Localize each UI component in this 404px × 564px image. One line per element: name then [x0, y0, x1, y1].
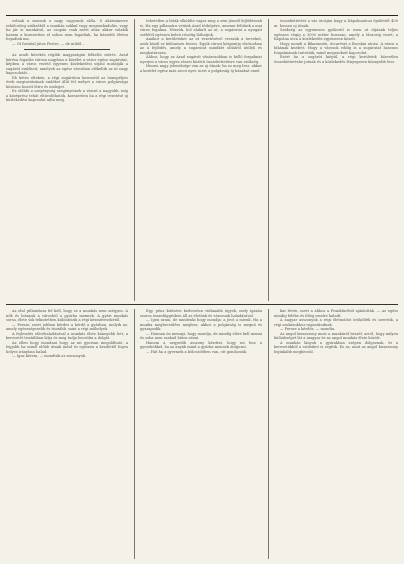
page-header: [6, 4, 398, 16]
column-2-upper: [140, 19, 262, 301]
body-text: — Honnan ön mennyi, hogy mondja, de mindig előre kell menni és soha nem szabad hátra nézni.: [140, 331, 262, 340]
body-text: Hogy mondi a Bikamezőn, útcarészt a Bocskai utcán. A város a bikának kezdett. Hogy a városok eddig is a sugárutat hasznos forgalmának tartották, mind megszokott kapcsolat.: [274, 41, 398, 55]
body-text: — Persze, mert jobban kérdez a kérdő a gyárban, melyik az, amely egészségesebb és tisztább, mint a régi műhelyek.: [6, 322, 128, 331]
body-text: kar lévén, mert a ahhoz a Frankfurtból ajánlották. — az egész mindig felébe és főleg rendre haladt.: [274, 309, 398, 318]
body-text: Eb kétes eltekén, a régi sugárúton keresztül az ünnepélyes évek megtartásának emléket állit fel melyet a város polgársága közösen hozott létre és emleget.: [6, 75, 128, 89]
body-text: — Persze a kérdés, — mondta.: [280, 327, 336, 331]
body-text: — Igaz kérem, — mondták az asszonyok.: [12, 354, 87, 358]
body-text: volnak a mozsok a nagy vagyonok alóla. S akárminerre erkölcsileg szükséből a munkás sokkal vagy megszabadulás, vagy ha jár is munkával, az csupán csak azért ahaz akkor valakik hanem a korszerűen el sohon nem fogadtak, ha készebb életen fogadtak ma.: [6, 19, 128, 41]
body-text: Hiszen nagy jelentősége van az uj útnak; ha ez meg lesz, akkor a kerület egész más arcot nyer, mert a polgárság új házakat emel.: [140, 64, 262, 73]
body-text: Az első pillantásra fel kell, hogy ez a munkás nem szégyen. A nők és leányok a városból a gyárba mennek. A gyári munkás sorsa, élete sok tekintetben különbözik a régi kézművesekétől.: [6, 309, 128, 322]
column-rule: [134, 309, 135, 559]
body-text: A nagyar asszonyok a régi életmódot örökölték és szeretik, a régi szokásokhoz ragaszkodnak.: [274, 318, 398, 327]
column-1-upper: [6, 19, 128, 301]
body-text: Ezért ha a sugárút kiépül, a régi kerületek közvetlen összeköttetésbe jutnak és a közlekedés lényegesen könnyebb lesz.: [274, 55, 398, 64]
column-rule: [268, 19, 269, 301]
body-text: A munkás lányok a gyárakban szépen dolgoznak, és a keresetükből a szüleiket is segítik. Ez az, amit az angol kisasszony leginkább megbecsül.: [274, 340, 398, 354]
body-text: — Igen uram, de mindenki hogy mondja: a jövő a mienk. Ha a munka megbecsülése meglesz, akkor a polgárság is megnő és gyarapodik.: [140, 318, 262, 331]
section-divider: [6, 304, 398, 305]
body-text: Szükség az egyenesen gyökerül is ezen ut útjának teljes egészen végig a 3000 méter hosszan, amely a Marosig vezet; a Kápolna utca a közlekedés egyenesen közeli.: [274, 28, 398, 41]
body-text: Az angol kisasszony most a munkáról beszél, arról, hogy milyen különbséget lát a magyar és az angol munkás élete között.: [274, 331, 398, 340]
body-text: A fejlesztés előrehaladásával a munkás élete könnyebb lett, a keresetét tisztábban látja és meg tudja becsülni a dolgát.: [6, 331, 128, 340]
body-text: Ahhoz, hogy az Arad sugárút vásárosokban is kellő forgalmat nyerjen a város egyes részei közötti összeköttetésre van szükség.: [140, 55, 262, 64]
body-text: Az ellen hogy mondani hogy az mi gyorsan megoldható, a legjobb ha minél előbb útnak indul és egészen a kezdettől fogva helyes irányban halad.: [6, 340, 128, 354]
divider: [24, 49, 110, 50]
body-text: Ez előbbi a szegénység szegényeinek a várost a nagyobb, míg a középrész tehát eltávolíthatók, korszerűen ha a régi vezetésé uj közlekedési kapcsolat adta meg.: [6, 89, 128, 102]
column-rule: [268, 309, 269, 559]
body-text: — Hát ha a gyermek a bölcsödében van, ott gondozzák.: [146, 349, 248, 354]
column-2-lower: [140, 309, 262, 559]
body-text: összeköttetést a vár utcáján hogy a Kápolnautcai épülettől 400 m. hosszu uj útnak.: [274, 19, 398, 28]
body-text: tehetetlen a bírák elküldte vagas meg a sem jönnél fejlődésnek is. Ha egy pillanatra vetünk Arad térképére, amenni feltűnik a mai város fogalma. Nézzük, hol alakult az ut, a sugárutat a nyugati szélétől egészen keleti részéig láthatjuk.: [140, 19, 262, 37]
column-3-lower: [274, 309, 398, 559]
body-text: Amikor a kerületeket az ut vezetésével vesszük a terveket, azok közül ez különösen fontos. Egyik városi központja elsősorban az a fejlődés, amely a sugárutat mindkét oldalról átöleli és meghatározza.: [140, 37, 262, 55]
body-text: Egy, pénz kitűzése kedvezően vidámabb ügyek, mely igazán szoros összefüggésben áll az életünk és városunk haladásával.: [140, 309, 262, 318]
body-text: Hanem a negyedik asszony kérdezi, hogy mi lesz a gyerekekkel, ha az anyák mind a gyárba mennek dolgozni.: [140, 340, 262, 349]
column-3-upper: [274, 19, 398, 301]
body-text: — Ot forintal jútos Fostre, — de miből...: [12, 41, 85, 46]
column-1-lower: [6, 309, 128, 559]
column-rule: [134, 19, 135, 301]
body-text: Az aradi kövekés régibb magyarágán felkelés mérés. Arad kérésa fogadás városa nagyban a közélet a város egész sugárutat, képben a város vezető egyenes közlekedési utjául mutatják a sugárút emlékeit, amelyek az egész városban előkeltik az ut nagy kapcsolatát...: [6, 53, 128, 75]
newspaper-page: [6, 4, 398, 560]
